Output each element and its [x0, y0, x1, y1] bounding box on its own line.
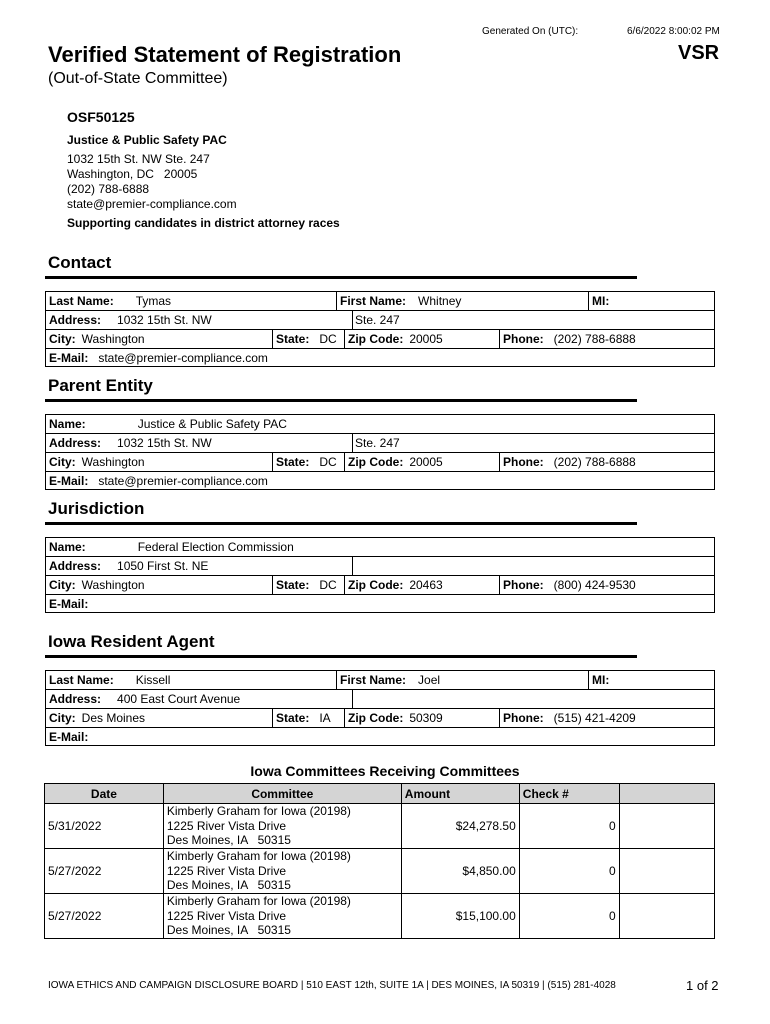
parent-phone: (202) 788-6888: [553, 455, 636, 469]
label: Address:: [49, 559, 102, 573]
label: Phone:: [503, 711, 544, 725]
committee-name-line: Kimberly Graham for Iowa (20198): [166, 849, 351, 864]
row-date: 5/27/2022: [45, 849, 164, 894]
form-code: VSR: [678, 42, 720, 64]
agent-phone: (515) 421-4209: [553, 711, 636, 725]
agent-zip: 50309: [409, 711, 443, 725]
parent-entity-box: [45, 414, 715, 490]
generated-on-value: 6/6/2022 8:00:02 PM: [627, 26, 720, 37]
jurisdiction-phone: (800) 424-9530: [553, 578, 636, 592]
label: Address:: [49, 692, 102, 706]
label: Zip Code:: [348, 332, 404, 346]
agent-address: 400 East Court Avenue: [117, 692, 241, 706]
row-amount: $24,278.50: [401, 804, 519, 849]
table-row: [45, 849, 715, 894]
page-number: 1 of 2: [686, 978, 719, 993]
row-check-number: 0: [519, 849, 619, 894]
contact-email: state@premier-compliance.com: [98, 351, 268, 365]
label: E-Mail:: [49, 474, 89, 488]
table-row: [45, 804, 715, 849]
label: State:: [276, 711, 310, 725]
row-check-number: 0: [519, 804, 619, 849]
column-header-check: Check #: [519, 784, 619, 804]
label: State:: [276, 332, 310, 346]
contact-city: Washington: [81, 332, 145, 346]
agent-first-name: Joel: [418, 673, 441, 687]
section-rule: [45, 655, 637, 658]
page-subtitle: (Out-of-State Committee): [48, 70, 228, 87]
row-blank-cell: [619, 804, 714, 849]
label: City:: [49, 578, 76, 592]
contact-zip: 20005: [409, 332, 443, 346]
label: First Name:: [340, 673, 407, 687]
section-title-parent-entity: Parent Entity: [48, 376, 153, 395]
parent-zip: 20005: [409, 455, 443, 469]
label: Last Name:: [49, 294, 114, 308]
table-row: [45, 894, 715, 939]
contact-last-name: Tymas: [135, 294, 172, 308]
label: City:: [49, 332, 76, 346]
row-blank-cell: [619, 849, 714, 894]
label: First Name:: [340, 294, 407, 308]
contact-address2: Ste. 247: [352, 311, 714, 329]
receipts-table-title: Iowa Committees Receiving Committees: [250, 763, 520, 779]
committee-city-line: Des Moines, IA 50315: [166, 878, 291, 893]
label: Phone:: [503, 578, 544, 592]
footer-text: IOWA ETHICS AND CAMPAIGN DISCLOSURE BOARD | 510 EAST 12th, SUITE 1A | DES MOINES, IA 50319 | (515) 281-4028: [48, 980, 616, 991]
agent-last-name: Kissell: [135, 673, 171, 687]
jurisdiction-zip: 20463: [409, 578, 443, 592]
row-blank-cell: [619, 894, 714, 939]
row-date: 5/31/2022: [45, 804, 164, 849]
section-rule: [45, 399, 637, 402]
resident-agent-box: [45, 670, 715, 746]
row-check-number: 0: [519, 894, 619, 939]
agent-city: Des Moines: [81, 711, 146, 725]
section-title-resident-agent: Iowa Resident Agent: [48, 632, 215, 651]
row-committee: [163, 804, 401, 849]
committee-street-line: 1225 River Vista Drive: [166, 818, 287, 833]
label: Zip Code:: [348, 578, 404, 592]
jurisdiction-name: Federal Election Commission: [137, 540, 294, 554]
committee-address-line2: Washington, DC 20005: [67, 167, 198, 181]
committee-name-line: Kimberly Graham for Iowa (20198): [166, 894, 351, 909]
jurisdiction-state: DC: [319, 578, 337, 592]
committee-street-line: 1225 River Vista Drive: [166, 863, 287, 878]
page-title: Verified Statement of Registration: [48, 42, 402, 67]
contact-phone: (202) 788-6888: [553, 332, 636, 346]
table-header-row: [45, 784, 715, 804]
committee-address-line1: 1032 15th St. NW Ste. 247: [67, 152, 210, 166]
committee-phone: (202) 788-6888: [67, 182, 150, 196]
jurisdiction-address2: [352, 557, 714, 575]
parent-address: 1032 15th St. NW: [117, 436, 212, 450]
label: E-Mail:: [49, 597, 89, 611]
committee-purpose: Supporting candidates in district attorney races: [67, 216, 340, 230]
committee-name-line: Kimberly Graham for Iowa (20198): [166, 804, 351, 819]
parent-city: Washington: [81, 455, 145, 469]
committee-email: state@premier-compliance.com: [67, 197, 237, 211]
jurisdiction-box: [45, 537, 715, 613]
row-committee: [163, 849, 401, 894]
section-rule: [45, 522, 637, 525]
section-title-jurisdiction: Jurisdiction: [48, 499, 145, 518]
label: Zip Code:: [348, 711, 404, 725]
committee-name: Justice & Public Safety PAC: [67, 133, 227, 147]
contact-first-name: Whitney: [418, 294, 462, 308]
label: MI:: [592, 294, 610, 308]
label: Last Name:: [49, 673, 114, 687]
column-header-date: Date: [45, 784, 164, 804]
section-title-contact: Contact: [48, 253, 112, 272]
row-date: 5/27/2022: [45, 894, 164, 939]
label: E-Mail:: [49, 730, 89, 744]
label: Zip Code:: [348, 455, 404, 469]
label: City:: [49, 455, 76, 469]
label: State:: [276, 455, 310, 469]
committee-city-line: Des Moines, IA 50315: [166, 833, 291, 848]
parent-address2: Ste. 247: [352, 434, 714, 452]
committee-id: OSF50125: [67, 109, 135, 125]
label: Address:: [49, 313, 102, 327]
jurisdiction-city: Washington: [81, 578, 145, 592]
generated-on-label: Generated On (UTC):: [482, 26, 579, 37]
agent-address2: [352, 690, 714, 708]
label: MI:: [592, 673, 610, 687]
parent-email: state@premier-compliance.com: [98, 474, 268, 488]
label: Name:: [49, 417, 86, 431]
label: Phone:: [503, 455, 544, 469]
committee-city-line: Des Moines, IA 50315: [166, 923, 291, 938]
section-rule: [45, 276, 637, 279]
label: Address:: [49, 436, 102, 450]
contact-state: DC: [319, 332, 337, 346]
contact-address: 1032 15th St. NW: [117, 313, 212, 327]
row-amount: $15,100.00: [401, 894, 519, 939]
row-amount: $4,850.00: [401, 849, 519, 894]
parent-name: Justice & Public Safety PAC: [137, 417, 287, 431]
label: State:: [276, 578, 310, 592]
contact-box: [45, 291, 715, 367]
receipts-table: [44, 783, 715, 939]
label: E-Mail:: [49, 351, 89, 365]
row-committee: [163, 894, 401, 939]
label: Phone:: [503, 332, 544, 346]
label: Name:: [49, 540, 86, 554]
label: City:: [49, 711, 76, 725]
agent-state: IA: [319, 711, 331, 725]
column-header-blank: [619, 784, 714, 804]
parent-state: DC: [319, 455, 337, 469]
committee-street-line: 1225 River Vista Drive: [166, 908, 287, 923]
column-header-committee: Committee: [163, 784, 401, 804]
column-header-amount: Amount: [401, 784, 519, 804]
jurisdiction-address: 1050 First St. NE: [117, 559, 209, 573]
